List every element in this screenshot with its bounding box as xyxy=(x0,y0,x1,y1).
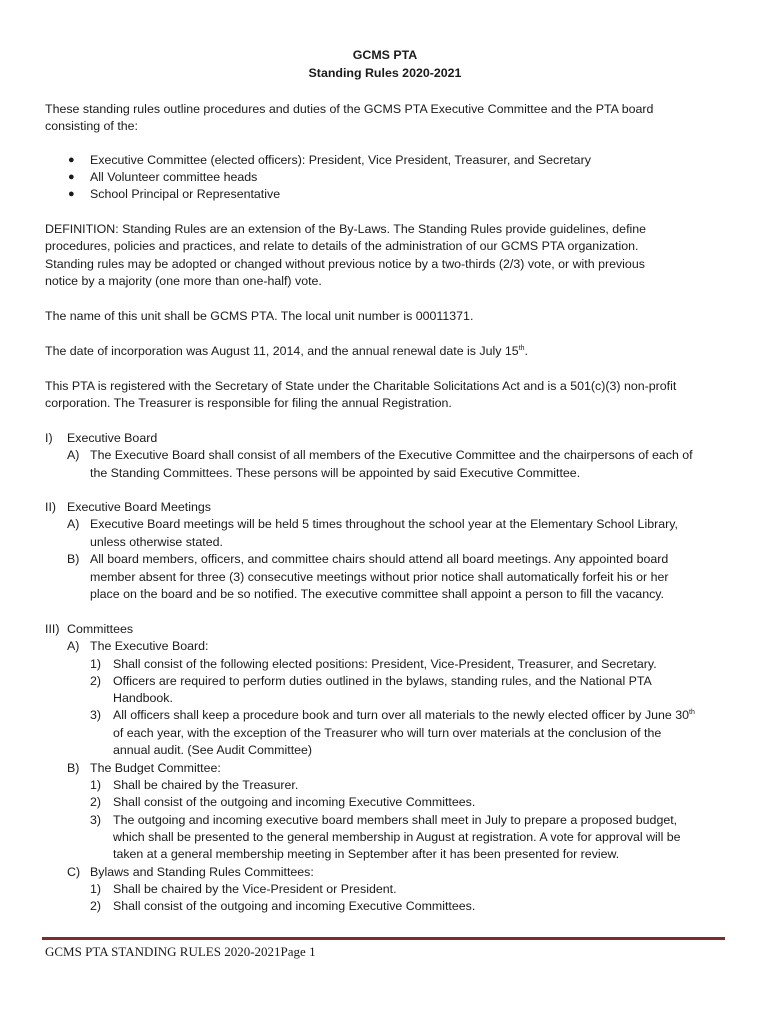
section-text: Shall consist of the outgoing and incoming Executive Committees. xyxy=(113,795,476,809)
section-text: Executive Board meetings will be held 5 times throughout the school year at the Elementary School Library, xyxy=(90,517,678,531)
section-text: Shall consist of the outgoing and incoming Executive Committees. xyxy=(113,899,476,913)
bullet-icon: ● xyxy=(68,154,75,166)
item-label: B) xyxy=(67,552,80,566)
bullet-icon: ● xyxy=(68,188,75,200)
section-text: The outgoing and incoming executive board members shall meet in July to prepare a proposed budget, xyxy=(113,813,678,827)
bullet-item: ● School Principal or Representative xyxy=(68,187,281,201)
page-footer: GCMS PTA STANDING RULES 2020-2021Page 1 xyxy=(45,944,316,959)
item-number: 2) xyxy=(90,795,102,809)
section-text: member absent for three (3) consecutive meetings without prior notice shall automatically forfeit his or her xyxy=(90,570,669,584)
section-text: The Executive Board shall consist of all members of the Executive Committee and the chairpersons of each of xyxy=(90,448,693,462)
bullet-item: ● All Volunteer committee heads xyxy=(68,170,258,184)
section-text: the Standing Committees. These persons will be appointed by said Executive Committee. xyxy=(90,466,581,480)
definition-line: notice by a majority (one more than one-half) vote. xyxy=(45,274,322,288)
item-label: B) xyxy=(67,761,80,775)
subsection-title: The Executive Board: xyxy=(90,639,209,653)
section-text: All board members, officers, and committee chairs should attend all board meetings. Any appointed board xyxy=(90,552,669,566)
subsection-title: The Budget Committee: xyxy=(90,761,221,775)
item-number: 2) xyxy=(90,674,102,688)
intro-line: consisting of the: xyxy=(45,119,138,133)
item-number: 2) xyxy=(90,899,102,913)
item-label: C) xyxy=(67,865,81,879)
item-number: 1) xyxy=(90,778,102,792)
section-text: unless otherwise stated. xyxy=(90,535,223,549)
item-number: 3) xyxy=(90,708,102,722)
intro-line: These standing rules outline procedures and duties of the GCMS PTA Executive Committee and the PTA board xyxy=(45,102,654,116)
registration-line: This PTA is registered with the Secretary of State under the Charitable Solicitations Act and is a 501(c)(3) non-profit xyxy=(45,379,677,393)
section-text: place on the board and be so notified. The executive committee shall appoint a person to fill the vacancy. xyxy=(90,587,664,601)
section-text: Shall be chaired by the Treasurer. xyxy=(113,778,299,792)
item-label: A) xyxy=(67,517,80,531)
item-label: A) xyxy=(67,639,80,653)
section-text: of each year, with the exception of the Treasurer who will turn over materials at the conclusion of the xyxy=(113,726,662,740)
definition-line: DEFINITION: Standing Rules are an extension of the By-Laws. The Standing Rules provide guidelines, define xyxy=(45,222,647,236)
incorporation-text: The date of incorporation was August 11, 2014, and the annual renewal date is July 15th. xyxy=(45,344,528,358)
footer-divider xyxy=(42,937,725,940)
bullet-icon: ● xyxy=(68,171,75,183)
document-subtitle: Standing Rules 2020-2021 xyxy=(308,66,462,80)
item-number: 1) xyxy=(90,882,102,896)
section-text: taken at a general membership meeting in September after it has been presented for review. xyxy=(113,847,620,861)
section-number: III) xyxy=(45,622,60,636)
item-number: 3) xyxy=(90,813,102,827)
section-text: annual audit. (See Audit Committee) xyxy=(113,743,313,757)
section-number: I) xyxy=(45,431,53,445)
registration-line: corporation. The Treasurer is responsible for filing the annual Registration. xyxy=(45,396,452,410)
section-number: II) xyxy=(45,500,57,514)
section-text: Shall consist of the following elected positions: President, Vice-President, Treasurer, and Secretary. xyxy=(113,657,657,671)
section-text: Handbook. xyxy=(113,691,173,705)
section-title: Committees xyxy=(67,622,134,636)
bullet-item: ● Executive Committee (elected officers): President, Vice President, Treasurer, and Secretary xyxy=(68,153,591,167)
section-text: Officers are required to perform duties outlined in the bylaws, standing rules, and the National PTA xyxy=(113,674,652,688)
item-number: 1) xyxy=(90,657,102,671)
section-text: Shall be chaired by the Vice-President or President. xyxy=(113,882,397,896)
definition-line: procedures, policies and practices, and relate to details of the administration of our GCMS PTA organization. xyxy=(45,239,639,253)
section-title: Executive Board Meetings xyxy=(67,500,211,514)
unit-name-text: The name of this unit shall be GCMS PTA. The local unit number is 00011371. xyxy=(45,309,474,323)
document-title: GCMS PTA xyxy=(352,48,418,62)
item-label: A) xyxy=(67,448,80,462)
subsection-title: Bylaws and Standing Rules Committees: xyxy=(90,865,314,879)
section-title: Executive Board xyxy=(67,431,158,445)
section-text: All officers shall keep a procedure book and turn over all materials to the newly elected officer by June 30th xyxy=(113,708,695,722)
section-text: which shall be presented to the general membership in August at registration. A vote for approval will be xyxy=(113,830,681,844)
definition-line: Standing rules may be adopted or changed without previous notice by a two-thirds (2/3) vote, or with previous xyxy=(45,257,645,271)
